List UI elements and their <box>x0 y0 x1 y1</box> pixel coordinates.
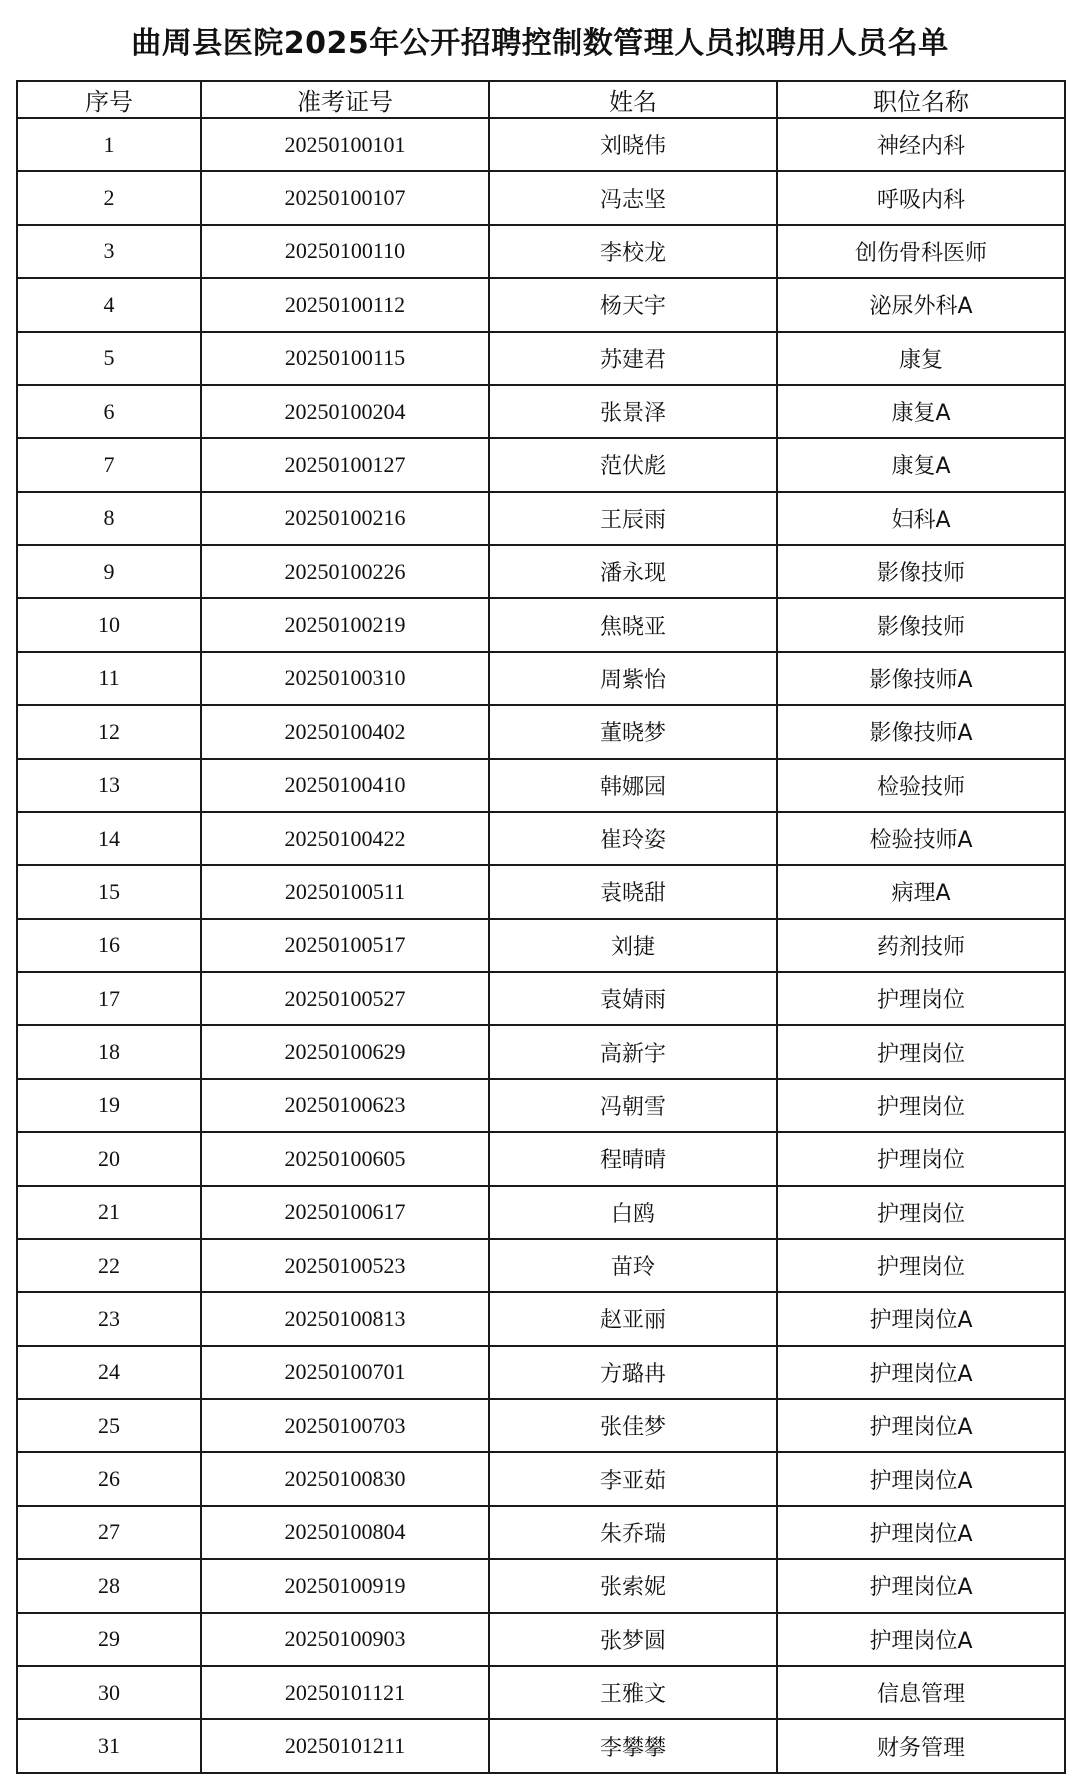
cell-position: 护理岗位A <box>777 1292 1065 1345</box>
cell-serial: 15 <box>17 865 201 918</box>
cell-position: 护理岗位 <box>777 1186 1065 1239</box>
cell-position: 影像技师A <box>777 652 1065 705</box>
cell-name: 杨天宇 <box>489 278 777 331</box>
table-row <box>17 171 1065 224</box>
table-row <box>17 1559 1065 1612</box>
cell-position: 康复A <box>777 438 1065 491</box>
cell-position: 创伤骨科医师 <box>777 225 1065 278</box>
cell-exam-id: 20250100617 <box>201 1186 489 1239</box>
table-row <box>17 225 1065 278</box>
cell-serial: 9 <box>17 545 201 598</box>
table-row <box>17 1132 1065 1185</box>
cell-name: 刘捷 <box>489 919 777 972</box>
cell-exam-id: 20250100402 <box>201 705 489 758</box>
table-row <box>17 1292 1065 1345</box>
cell-exam-id: 20250101211 <box>201 1719 489 1773</box>
cell-exam-id: 20250100101 <box>201 118 489 171</box>
cell-serial: 3 <box>17 225 201 278</box>
cell-exam-id: 20250100110 <box>201 225 489 278</box>
cell-exam-id: 20250100813 <box>201 1292 489 1345</box>
table-row <box>17 278 1065 331</box>
cell-exam-id: 20250100629 <box>201 1025 489 1078</box>
cell-exam-id: 20250100511 <box>201 865 489 918</box>
cell-name: 王辰雨 <box>489 492 777 545</box>
cell-serial: 21 <box>17 1186 201 1239</box>
cell-name: 焦晓亚 <box>489 598 777 651</box>
cell-serial: 22 <box>17 1239 201 1292</box>
cell-exam-id: 20250100107 <box>201 171 489 224</box>
table-row <box>17 1452 1065 1505</box>
cell-serial: 6 <box>17 385 201 438</box>
cell-exam-id: 20250100226 <box>201 545 489 598</box>
table-row <box>17 759 1065 812</box>
cell-serial: 19 <box>17 1079 201 1132</box>
cell-name: 李亚茹 <box>489 1452 777 1505</box>
cell-serial: 14 <box>17 812 201 865</box>
table-row <box>17 598 1065 651</box>
cell-serial: 7 <box>17 438 201 491</box>
document-title: 曲周县医院2025年公开招聘控制数管理人员拟聘用人员名单 <box>131 26 949 61</box>
cell-serial: 1 <box>17 118 201 171</box>
table-row <box>17 1613 1065 1666</box>
hiring-list-table <box>16 80 1066 1774</box>
cell-exam-id: 20250100115 <box>201 332 489 385</box>
cell-serial: 8 <box>17 492 201 545</box>
cell-position: 护理岗位A <box>777 1506 1065 1559</box>
table-row <box>17 438 1065 491</box>
table-row <box>17 1025 1065 1078</box>
cell-serial: 23 <box>17 1292 201 1345</box>
table-row <box>17 1399 1065 1452</box>
cell-position: 检验技师 <box>777 759 1065 812</box>
cell-exam-id: 20250100216 <box>201 492 489 545</box>
cell-position: 护理岗位 <box>777 972 1065 1025</box>
cell-name: 韩娜园 <box>489 759 777 812</box>
cell-exam-id: 20250100410 <box>201 759 489 812</box>
table-row <box>17 1346 1065 1399</box>
cell-name: 苗玲 <box>489 1239 777 1292</box>
cell-position: 影像技师 <box>777 598 1065 651</box>
cell-name: 程晴晴 <box>489 1132 777 1185</box>
cell-name: 崔玲姿 <box>489 812 777 865</box>
table-row <box>17 865 1065 918</box>
cell-position: 药剂技师 <box>777 919 1065 972</box>
cell-position: 护理岗位A <box>777 1452 1065 1505</box>
cell-position: 神经内科 <box>777 118 1065 171</box>
table-body <box>17 118 1065 1773</box>
cell-name: 袁婧雨 <box>489 972 777 1025</box>
cell-name: 张佳梦 <box>489 1399 777 1452</box>
cell-name: 张景泽 <box>489 385 777 438</box>
cell-position: 泌尿外科A <box>777 278 1065 331</box>
cell-position: 康复 <box>777 332 1065 385</box>
table-row <box>17 1506 1065 1559</box>
cell-serial: 12 <box>17 705 201 758</box>
cell-exam-id: 20250100903 <box>201 1613 489 1666</box>
table-row <box>17 919 1065 972</box>
cell-serial: 26 <box>17 1452 201 1505</box>
cell-name: 周紫怡 <box>489 652 777 705</box>
cell-serial: 20 <box>17 1132 201 1185</box>
cell-exam-id: 20250100523 <box>201 1239 489 1292</box>
cell-name: 白鸥 <box>489 1186 777 1239</box>
cell-serial: 30 <box>17 1666 201 1719</box>
table-row <box>17 1719 1065 1773</box>
cell-serial: 11 <box>17 652 201 705</box>
cell-exam-id: 20250100310 <box>201 652 489 705</box>
table-row <box>17 972 1065 1025</box>
cell-position: 呼吸内科 <box>777 171 1065 224</box>
cell-position: 康复A <box>777 385 1065 438</box>
cell-serial: 5 <box>17 332 201 385</box>
cell-name: 王雅文 <box>489 1666 777 1719</box>
table-row <box>17 1666 1065 1719</box>
cell-name: 张梦圆 <box>489 1613 777 1666</box>
cell-name: 董晓梦 <box>489 705 777 758</box>
table-row <box>17 1186 1065 1239</box>
cell-name: 李攀攀 <box>489 1719 777 1773</box>
cell-position: 病理A <box>777 865 1065 918</box>
cell-exam-id: 20250100804 <box>201 1506 489 1559</box>
cell-name: 刘晓伟 <box>489 118 777 171</box>
cell-position: 护理岗位A <box>777 1346 1065 1399</box>
column-header-name: 姓名 <box>489 81 777 118</box>
cell-serial: 13 <box>17 759 201 812</box>
cell-exam-id: 20250100527 <box>201 972 489 1025</box>
table-row <box>17 812 1065 865</box>
cell-serial: 27 <box>17 1506 201 1559</box>
cell-serial: 29 <box>17 1613 201 1666</box>
cell-name: 范伏彪 <box>489 438 777 491</box>
column-header-serial: 序号 <box>17 81 201 118</box>
table-header <box>17 81 1065 118</box>
column-header-position: 职位名称 <box>777 81 1065 118</box>
cell-name: 苏建君 <box>489 332 777 385</box>
cell-position: 护理岗位 <box>777 1239 1065 1292</box>
table-row <box>17 652 1065 705</box>
cell-name: 朱乔瑞 <box>489 1506 777 1559</box>
cell-exam-id: 20250100605 <box>201 1132 489 1185</box>
cell-serial: 4 <box>17 278 201 331</box>
cell-position: 护理岗位 <box>777 1025 1065 1078</box>
cell-exam-id: 20250100623 <box>201 1079 489 1132</box>
cell-serial: 10 <box>17 598 201 651</box>
cell-position: 护理岗位 <box>777 1079 1065 1132</box>
column-header-exam-id: 准考证号 <box>201 81 489 118</box>
table-row <box>17 118 1065 171</box>
cell-serial: 31 <box>17 1719 201 1773</box>
cell-name: 张索妮 <box>489 1559 777 1612</box>
cell-name: 方璐冉 <box>489 1346 777 1399</box>
cell-position: 护理岗位A <box>777 1613 1065 1666</box>
cell-name: 潘永现 <box>489 545 777 598</box>
table-row <box>17 1239 1065 1292</box>
cell-position: 信息管理 <box>777 1666 1065 1719</box>
cell-name: 冯朝雪 <box>489 1079 777 1132</box>
cell-position: 财务管理 <box>777 1719 1065 1773</box>
cell-position: 妇科A <box>777 492 1065 545</box>
cell-serial: 2 <box>17 171 201 224</box>
cell-name: 袁晓甜 <box>489 865 777 918</box>
cell-serial: 28 <box>17 1559 201 1612</box>
cell-exam-id: 20250100919 <box>201 1559 489 1612</box>
cell-exam-id: 20250100127 <box>201 438 489 491</box>
cell-exam-id: 20250101121 <box>201 1666 489 1719</box>
cell-serial: 25 <box>17 1399 201 1452</box>
cell-name: 李校龙 <box>489 225 777 278</box>
cell-serial: 24 <box>17 1346 201 1399</box>
cell-name: 冯志坚 <box>489 171 777 224</box>
cell-exam-id: 20250100112 <box>201 278 489 331</box>
cell-exam-id: 20250100701 <box>201 1346 489 1399</box>
cell-exam-id: 20250100204 <box>201 385 489 438</box>
table-row <box>17 385 1065 438</box>
header-row <box>17 81 1065 118</box>
cell-position: 护理岗位A <box>777 1399 1065 1452</box>
cell-name: 赵亚丽 <box>489 1292 777 1345</box>
table-row <box>17 492 1065 545</box>
table-row <box>17 545 1065 598</box>
cell-name: 高新宇 <box>489 1025 777 1078</box>
cell-exam-id: 20250100219 <box>201 598 489 651</box>
cell-serial: 18 <box>17 1025 201 1078</box>
table-row <box>17 1079 1065 1132</box>
cell-serial: 16 <box>17 919 201 972</box>
cell-exam-id: 20250100830 <box>201 1452 489 1505</box>
table-row <box>17 705 1065 758</box>
cell-exam-id: 20250100422 <box>201 812 489 865</box>
table-row <box>17 332 1065 385</box>
cell-position: 影像技师 <box>777 545 1065 598</box>
cell-position: 护理岗位 <box>777 1132 1065 1185</box>
cell-exam-id: 20250100517 <box>201 919 489 972</box>
cell-position: 护理岗位A <box>777 1559 1065 1612</box>
cell-position: 影像技师A <box>777 705 1065 758</box>
cell-exam-id: 20250100703 <box>201 1399 489 1452</box>
cell-serial: 17 <box>17 972 201 1025</box>
cell-position: 检验技师A <box>777 812 1065 865</box>
